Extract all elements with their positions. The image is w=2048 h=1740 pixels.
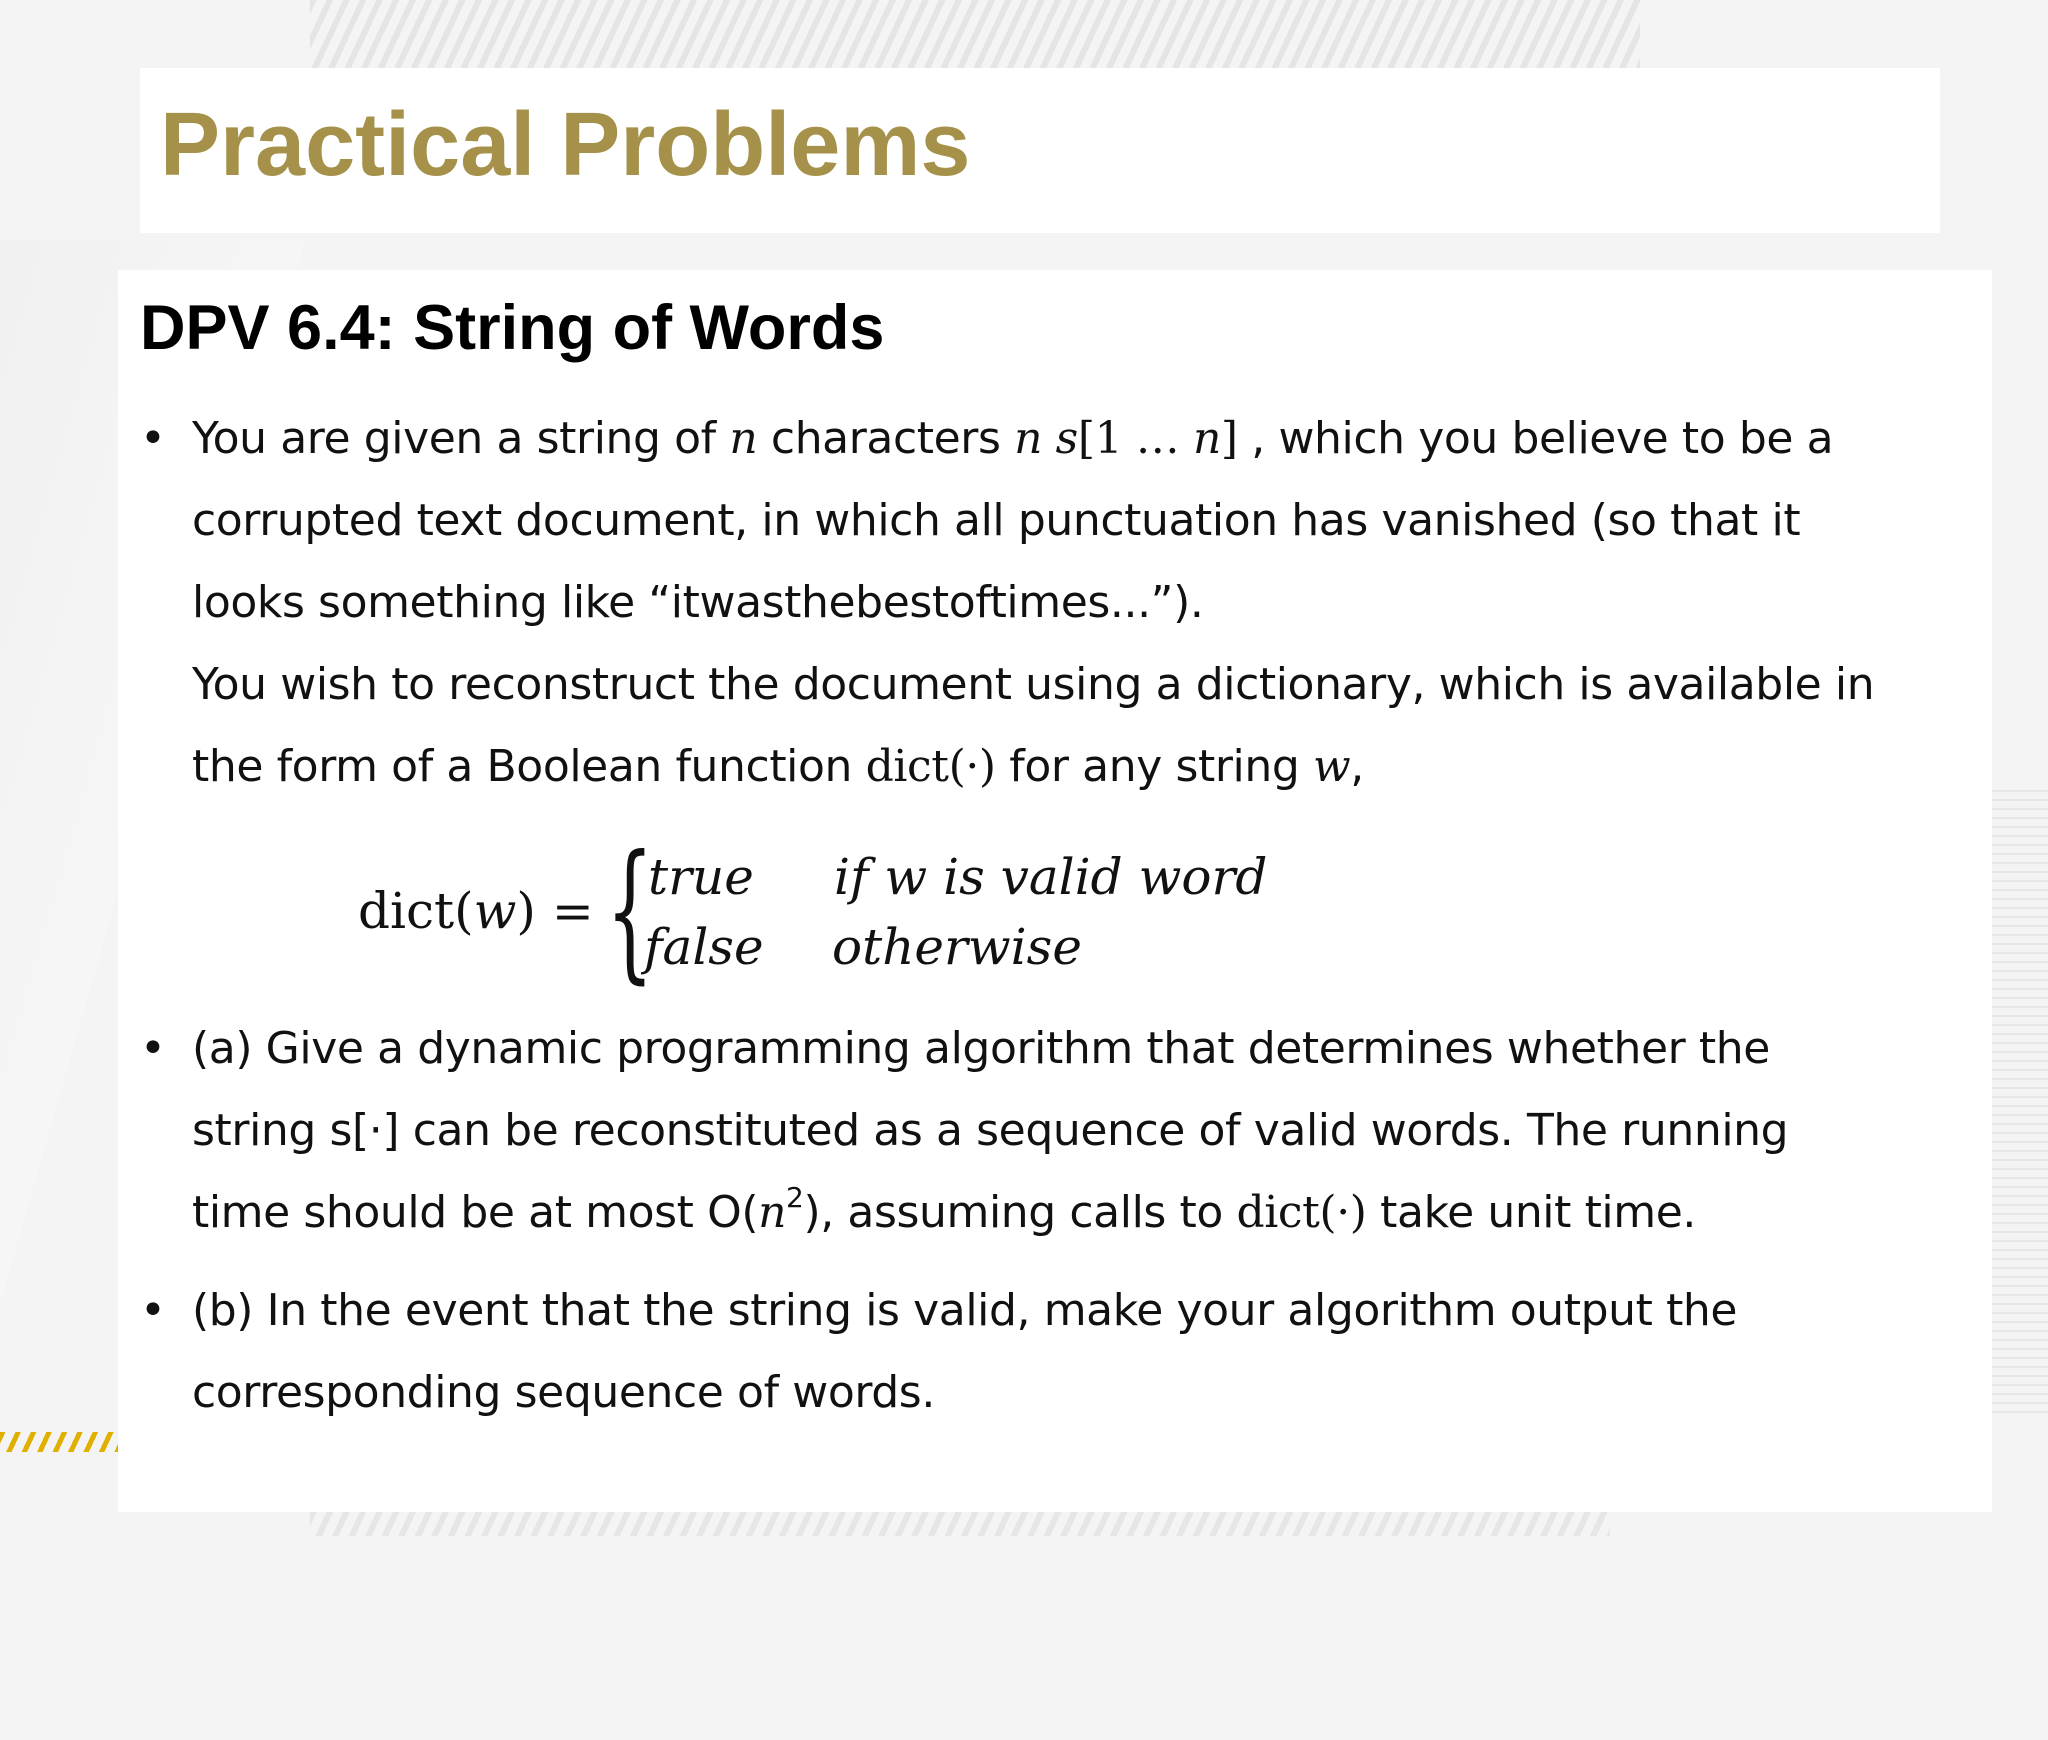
text-run: ), assuming calls to	[803, 1187, 1237, 1238]
formula-lhs	[358, 882, 594, 940]
text-run: the form of a Boolean function	[192, 741, 866, 792]
case-false-condition: otherwise	[832, 918, 1082, 976]
case-true-value: true	[648, 848, 754, 906]
text-line	[192, 398, 2048, 480]
math-variable: w	[1312, 741, 1351, 792]
math-expression: ]	[1220, 413, 1238, 464]
bullet-body	[192, 398, 2048, 808]
top-stripe-decoration	[310, 0, 1640, 68]
formula-function: dict(	[358, 882, 474, 940]
math-expression: dict(·)	[1236, 1187, 1367, 1238]
text-line	[192, 726, 2048, 808]
text-run: , which you believe to be a	[1237, 413, 1834, 464]
text-run: characters	[757, 413, 1015, 464]
formula-equals: ) =	[516, 882, 594, 940]
text-line: (b) In the event that the string is valid, make your algorithm output the	[192, 1285, 1738, 1336]
text-run: time should be at most O(	[192, 1187, 759, 1238]
math-expression: dict(·)	[865, 741, 996, 792]
bullet-dot: •	[140, 1023, 166, 1074]
math-variable: n	[1192, 413, 1221, 464]
text-run: ,	[1350, 741, 1364, 792]
math-exponent: 2	[786, 1181, 804, 1215]
bullet-dot: •	[140, 1285, 166, 1336]
math-expression: [1 …	[1077, 413, 1193, 464]
formula-variable: w	[473, 882, 517, 940]
section-heading: DPV 6.4: String of Words	[140, 293, 885, 363]
math-variable: n s	[1014, 413, 1078, 464]
case-true-condition: if w is valid word	[834, 848, 1268, 906]
text-line: You wish to reconstruct the document using a dictionary, which is available in	[192, 659, 1875, 710]
bullet-dot: •	[140, 413, 166, 464]
text-line: (a) Give a dynamic programming algorithm that determines whether the	[192, 1023, 1770, 1074]
bottom-stripe-decoration	[310, 1512, 1610, 1536]
math-variable: n	[729, 413, 758, 464]
slide-title: Practical Problems	[160, 95, 971, 195]
math-variable: n	[758, 1187, 787, 1238]
dict-definition-formula	[358, 824, 1358, 998]
text-line	[192, 1172, 2048, 1254]
bullet-body	[192, 1270, 2048, 1434]
yellow-accent-stripe	[0, 1432, 118, 1452]
bullet-body	[192, 1008, 2048, 1254]
text-run: take unit time.	[1366, 1187, 1696, 1238]
text-run: for any string	[995, 741, 1313, 792]
text-line: looks something like “itwasthebestoftimes...”).	[192, 577, 1204, 628]
case-false-value: false	[644, 918, 764, 976]
text-run: You are given a string of	[192, 413, 730, 464]
formula-brace: {	[606, 824, 654, 998]
text-line: corrupted text document, in which all punctuation has vanished (so that it	[192, 495, 1801, 546]
text-line: corresponding sequence of words.	[192, 1367, 935, 1418]
text-line: string s[·] can be reconstituted as a sequence of valid words. The running	[192, 1105, 1789, 1156]
